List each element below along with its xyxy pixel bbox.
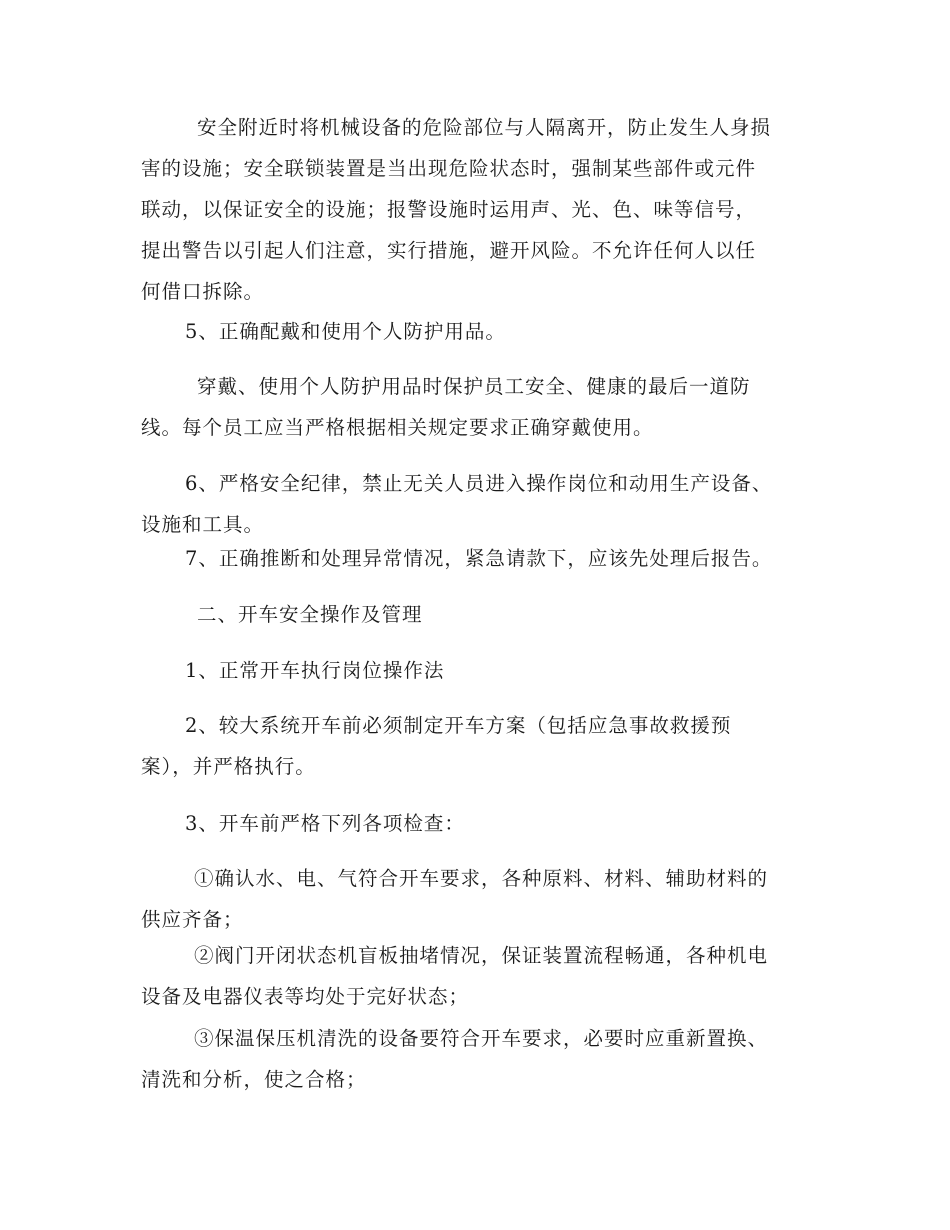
text-line: 二、开车安全操作及管理 (197, 603, 423, 626)
paragraph-startup-2 (141, 705, 811, 787)
text-line: 线。每个员工应当严格根据相关规定要求正确穿戴使用。 (141, 416, 654, 439)
text-line: 联动，以保证安全的设施；报警设施时运用声、光、色、味等信号， (141, 198, 757, 221)
text-line: ②阀门开闭状态机盲板抽堵情况，保证装置流程畅通，各种机电 (194, 944, 769, 967)
section-heading-startup (141, 594, 811, 635)
text-line: 安全附近时将机械设备的危险部位与人隔离开，防止发生人身损 (197, 116, 772, 139)
text-line: 设施和工具。 (141, 513, 265, 536)
paragraph-startup-1 (141, 650, 811, 691)
paragraph-check-3 (141, 1018, 811, 1100)
text-line: 何借口拆除。 (141, 280, 265, 303)
paragraph-ppe (141, 366, 811, 448)
paragraph-check-2 (141, 935, 811, 1017)
paragraph-startup-3 (141, 803, 811, 844)
text-line: 1、正常开车执行岗位操作法 (185, 659, 445, 682)
paragraph-item-6 (141, 463, 811, 545)
paragraph-item-5 (141, 311, 811, 352)
text-line: 清洗和分析，使之合格； (141, 1068, 367, 1091)
text-line: 穿戴、使用个人防护用品时保护员工安全、健康的最后一道防 (197, 375, 751, 398)
text-line: 6、严格安全纪律，禁止无关人员进入操作岗位和动用生产设备、 (185, 472, 773, 495)
text-line: ③保温保压机清洗的设备要符合开车要求，必要时应重新置换、 (194, 1027, 769, 1050)
text-line: 3、开车前严格下列各项检查： (185, 812, 465, 835)
paragraph-check-1 (141, 858, 811, 940)
text-line: 设备及电器仪表等均处于完好状态； (141, 985, 470, 1008)
text-line: 供应齐备； (141, 908, 244, 931)
text-line: 提出警告以引起人们注意，实行措施，避开风险。不允许任何人以任 (141, 239, 757, 262)
text-line: 2、较大系统开车前必须制定开车方案（包括应急事故救援预 (185, 714, 732, 737)
text-line: 5、正确配戴和使用个人防护用品。 (185, 320, 506, 343)
text-line: 案），并严格执行。 (141, 755, 316, 778)
text-line: ①确认水、电、气符合开车要求，各种原料、材料、辅助材料的 (194, 867, 769, 890)
paragraph-safety-devices (141, 107, 811, 312)
paragraph-item-7 (141, 538, 811, 579)
text-line: 害的设施；安全联锁装置是当出现危险状态时，强制某些部件或元件 (141, 157, 757, 180)
text-line: 7、正确推断和处理异常情况，紧急请款下，应该先处理后报告。 (185, 547, 773, 570)
